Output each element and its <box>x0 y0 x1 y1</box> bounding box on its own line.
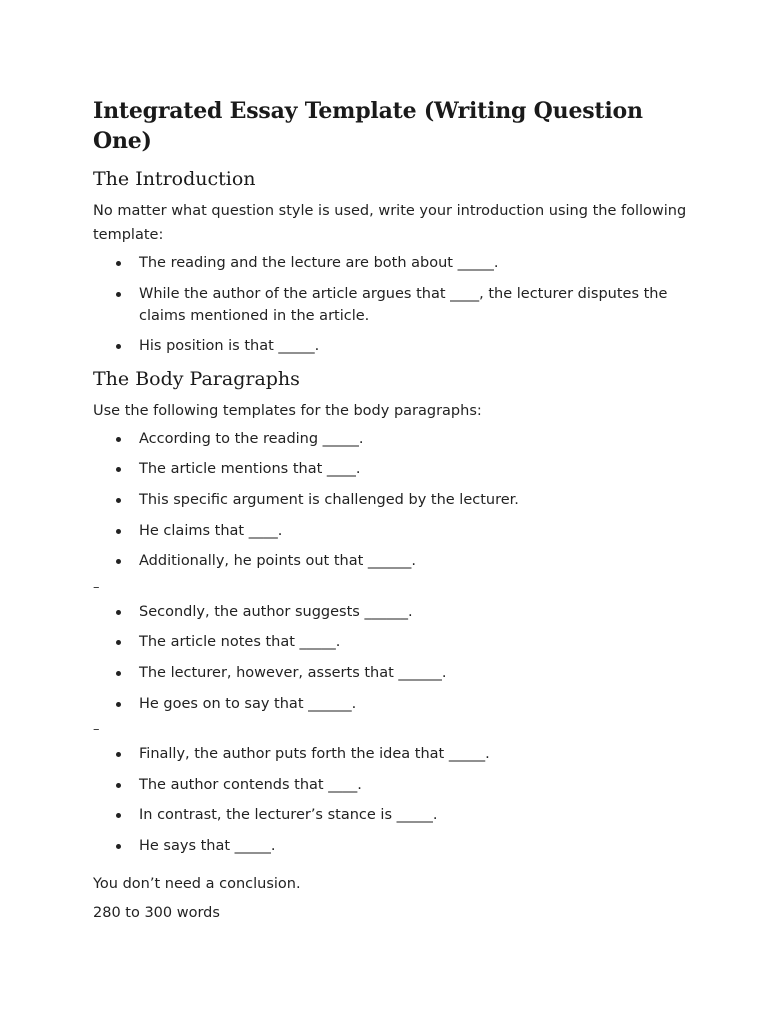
word-count-note: 280 to 300 words <box>93 904 220 921</box>
list-item: The author contends that ____. <box>139 774 703 796</box>
body-paragraphs-instruction: Use the following templates for the body paragraphs: <box>93 402 482 419</box>
group-separator: – <box>93 579 100 595</box>
body-template-list-first <box>93 428 703 572</box>
list-item: This specific argument is challenged by the lecturer. <box>139 489 703 511</box>
list-item: The reading and the lecture are both about _____. <box>139 252 703 274</box>
list-item: Additionally, he points out that ______. <box>139 550 703 572</box>
group-separator: – <box>93 722 100 738</box>
body-paragraphs-heading: The Body Paragraphs <box>93 367 300 390</box>
list-item: While the author of the article argues that ____, the lecturer disputes the claims mentioned in the article. <box>139 283 703 327</box>
introduction-heading: The Introduction <box>93 168 256 190</box>
list-item: The article notes that _____. <box>139 631 703 653</box>
list-item: Secondly, the author suggests ______. <box>139 601 703 623</box>
body-template-list-second <box>93 601 703 715</box>
list-item: According to the reading _____. <box>139 428 703 450</box>
introduction-template-list <box>93 252 703 357</box>
list-item: He says that _____. <box>139 835 703 857</box>
document-page <box>93 96 703 930</box>
list-item: In contrast, the lecturer’s stance is _____. <box>139 804 703 826</box>
list-item: He goes on to say that ______. <box>139 693 703 715</box>
conclusion-note: You don’t need a conclusion. <box>93 875 301 892</box>
introduction-paragraph: No matter what question style is used, write your introduction using the following template: <box>93 203 687 243</box>
list-item: His position is that _____. <box>139 335 703 357</box>
document-title: Integrated Essay Template (Writing Question One) <box>93 98 643 154</box>
body-template-list-third <box>93 743 703 857</box>
list-item: Finally, the author puts forth the idea that _____. <box>139 743 703 765</box>
list-item: He claims that ____. <box>139 520 703 542</box>
list-item: The article mentions that ____. <box>139 458 703 480</box>
list-item: The lecturer, however, asserts that ______. <box>139 662 703 684</box>
